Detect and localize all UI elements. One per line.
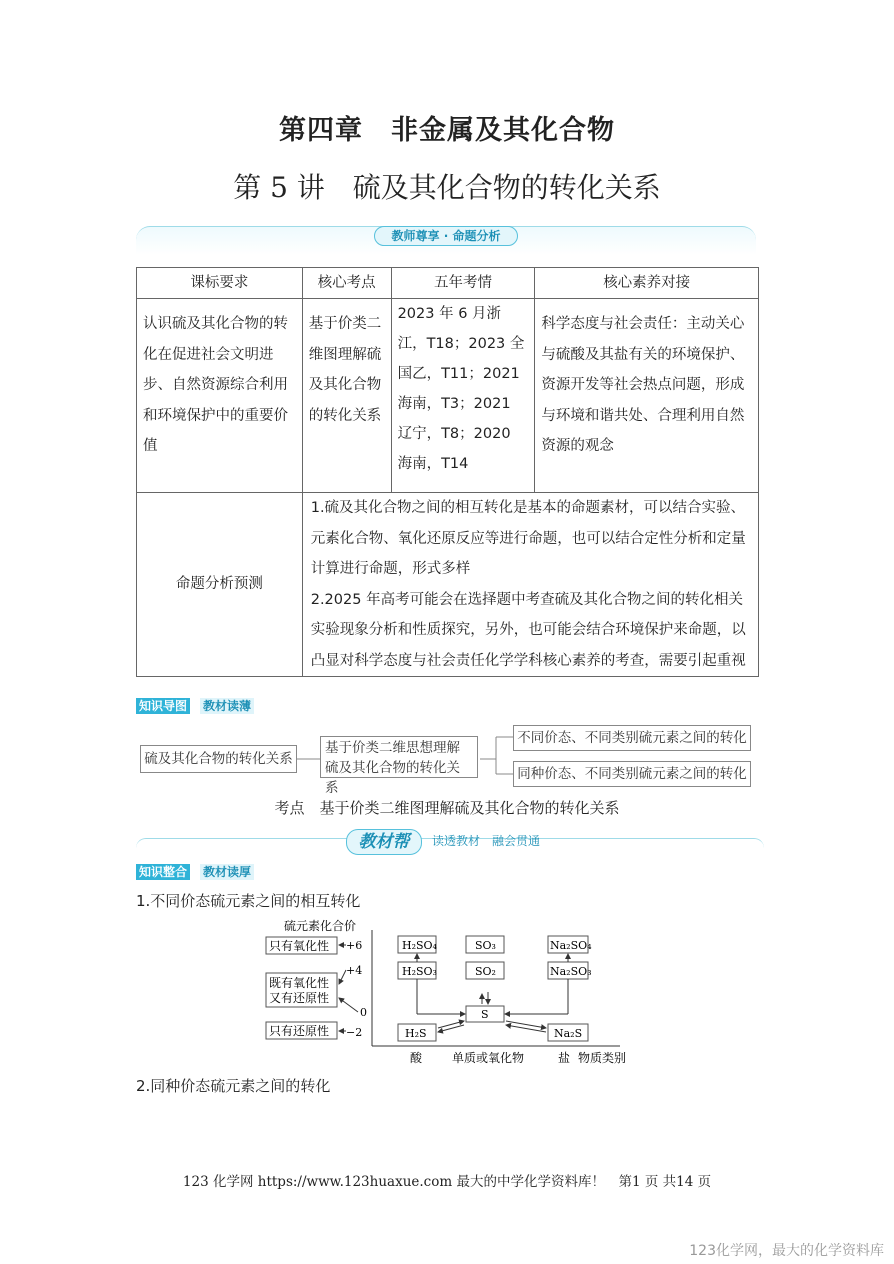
- category-label: 盐: [558, 1051, 571, 1065]
- species-so2: SO₂: [475, 965, 496, 978]
- species-na2so4: Na₂SO₄: [550, 939, 592, 952]
- species-h2so4: H₂SO₄: [402, 939, 437, 952]
- textbook-help-badge: 教材帮: [346, 829, 422, 855]
- literacy-cell: 科学态度与社会责任：主动关心与硫酸及其盐有关的环境保护、资源开发等社会热点问题，形成与环境和谐共处、合理利用自然资源的观念: [535, 299, 759, 493]
- exam-point-heading: 考点 基于价类二维图理解硫及其化合物的转化关系: [274, 799, 620, 817]
- mindmap-branch-2: 同种价态、不同类别硫元素之间的转化: [513, 761, 751, 787]
- prediction-label: 命题分析预测: [137, 493, 303, 677]
- teacher-banner: 教师尊享 · 命题分析: [374, 226, 518, 246]
- y-axis-label: 硫元素化合价: [284, 919, 357, 933]
- valence-tick: −2: [346, 1026, 363, 1039]
- textbook-thin-tag: 教材读薄: [200, 698, 254, 714]
- mindmap-branch-1: 不同价态、不同类别硫元素之间的转化: [513, 725, 751, 751]
- prop-both-line1: 既有氧化性: [269, 976, 330, 990]
- species-h2s: H₂S: [405, 1027, 427, 1040]
- species-na2s: Na₂S: [554, 1027, 583, 1040]
- table-row: [137, 299, 759, 493]
- valence-tick: +6: [346, 939, 363, 952]
- species-h2so3: H₂SO₃: [402, 965, 437, 978]
- valence-category-diagram: [260, 914, 640, 1066]
- prediction-paragraph-2: 2.2025 年高考可能会在选择题中考查硫及其化合物之间的转化相关实验现象分析和性质探究，另外，也可能会结合环境保护来命题，以凸显对科学态度与社会责任化学学科核心素养的考查，需要引起重视: [310, 591, 746, 669]
- valence-tick: 0: [360, 1006, 367, 1019]
- exam-history-cell: 2023 年 6 月浙江，T18；2023 全国乙，T11；2021 海南，T3；2021 辽宁，T8；2020 海南，T14: [391, 299, 535, 493]
- prop-reducing-only: 只有还原性: [269, 1024, 330, 1038]
- header-cell: 核心考点: [302, 268, 391, 299]
- section-1-heading: 1.不同价态硫元素之间的相互转化: [136, 892, 361, 910]
- species-s: S: [481, 1008, 489, 1021]
- category-label: 酸: [410, 1051, 423, 1065]
- section-2-heading: 2.同种价态硫元素之间的转化: [136, 1077, 331, 1095]
- prop-both-line2: 又有还原性: [269, 991, 330, 1005]
- textbook-thick-tag: 教材读厚: [200, 864, 254, 880]
- chapter-title: 第四章 非金属及其化合物: [279, 115, 615, 146]
- x-axis-label: 物质类别: [578, 1051, 627, 1065]
- mindmap-root: 硫及其化合物的转化关系: [140, 745, 297, 773]
- species-so3: SO₃: [475, 939, 496, 952]
- knowledge-map-tag: 知识导图: [136, 698, 190, 714]
- header-cell: 课标要求: [137, 268, 303, 299]
- table-row: [137, 493, 759, 677]
- page-footer: 123 化学网 https://www.123huaxue.com 最大的中学化学资料库！ 第1 页 共14 页: [182, 1174, 712, 1190]
- mindmap-middle: 基于价类二维思想理解硫及其化合物的转化关系: [320, 736, 478, 778]
- lecture-title: 第 5 讲 硫及其化合物的转化关系: [233, 171, 661, 204]
- textbook-help-subtitle: 读透教材 融会贯通: [432, 834, 541, 848]
- core-point-cell: 基于价类二维图理解硫及其化合物的转化关系: [302, 299, 391, 493]
- curriculum-cell: 认识硫及其化合物的转化在促进社会文明进步、自然资源综合利用和环境保护中的重要价值: [137, 299, 303, 493]
- watermark-text: 123化学网，最大的化学资料库: [689, 1243, 884, 1259]
- curriculum-table: [136, 267, 759, 677]
- species-na2so3: Na₂SO₃: [550, 965, 592, 978]
- prop-oxidizing-only: 只有氧化性: [269, 939, 330, 953]
- header-cell: 核心素养对接: [535, 268, 759, 299]
- table-header-row: [137, 268, 759, 299]
- prediction-cell: [302, 493, 758, 677]
- prediction-paragraph-1: 1.硫及其化合物之间的相互转化是基本的命题素材，可以结合实验、元素化合物、氧化还原反应等进行命题，也可以结合定性分析和定量计算进行命题，形式多样: [310, 500, 746, 577]
- header-cell: 五年考情: [391, 268, 535, 299]
- category-label: 单质或氧化物: [452, 1051, 525, 1065]
- knowledge-integration-tag: 知识整合: [136, 864, 190, 880]
- valence-tick: +4: [346, 964, 363, 977]
